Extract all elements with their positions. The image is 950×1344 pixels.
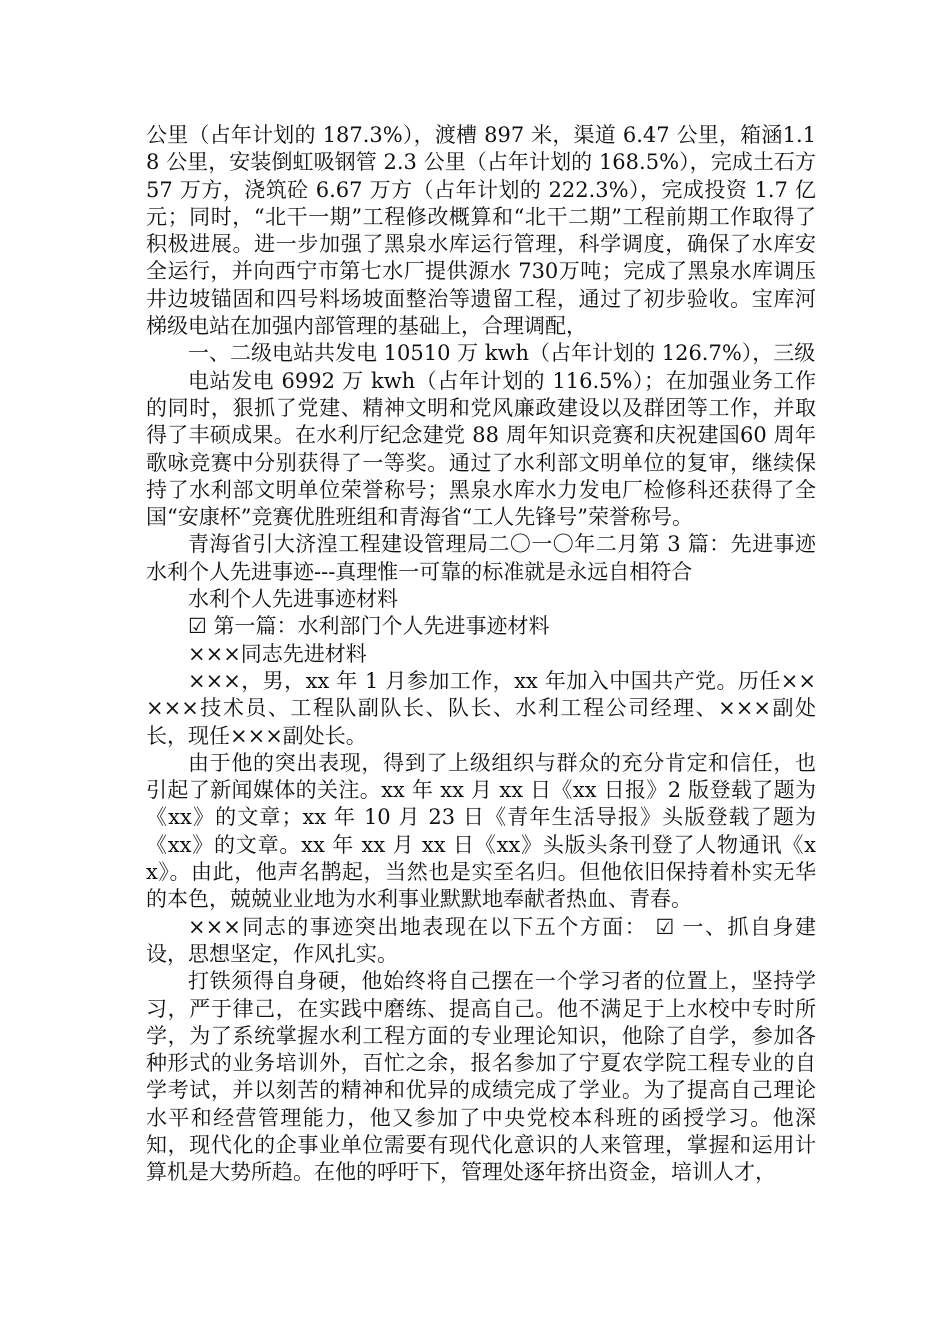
paragraph-personal-profile: ×××，男，xx 年 1 月参加工作，xx 年加入中国共产党。历任×××××技术员、工程队副队长、队长、水利工程公司经理、×××副处长，现任×××副处长。 — [146, 668, 816, 748]
paragraph-power-generation-first: 一、二级电站共发电 10510 万 kwh（占年计划的 126.7%），三级 — [188, 341, 816, 366]
document-page — [146, 122, 816, 1187]
section-title-first-article: ☑ 第一篇：水利部门个人先进事迹材料 — [188, 614, 550, 639]
section-title-comrade-materials: ×××同志先进材料 — [188, 641, 367, 666]
paragraph-media-recognition: 由于他的突出表现，得到了上级组织与群众的充分肯定和信任，也引起了新闻媒体的关注。xx 年 xx 月 xx 日《xx 日报》2 版登载了题为《xx》的文章；xx 年 10 月 23 日《青年生活导报》头版登载了题为《xx》的文章。xx 年 xx 月 xx 日《xx》头版头条刊登了人物通讯《xx》。由此，他声名鹊起，当然也是实至名归。但他依旧保持着朴实无华的本色，兢兢业业地为水利事业默默地奉献者热血、青春。 — [146, 750, 816, 912]
paragraph-power-generation-achievements: 电站发电 6992 万 kwh（占年计划的 116.5%）；在加强业务工作的同时，狠抓了党建、精神文明和党风廉政建设以及群团等工作，并取得了丰硕成果。在水利厅纪念建党 88 周年知识竞赛和庆祝建国60 周年歌咏竞赛中分别获得了一等奖。通过了水利部文明单位的复审，继续保持了水利部文明单位荣誉称号；黑泉水库水力发电厂检修科还获得了全国“安康杯”竞赛优胜班组和青海省“工人先锋号”荣誉称号。 — [146, 368, 816, 530]
paragraph-self-study: 打铁须得自身硬，他始终将自己摆在一个学习者的位置上，坚持学习，严于律己，在实践中磨练、提高自己。他不满足于上水校中专时所学，为了系统掌握水利工程方面的专业理论知识，他除了自学，参加各种形式的业务培训外，百忙之余，报名参加了宁夏农学院工程专业的自学考试，并以刻苦的精神和优异的成绩完成了学业。为了提高自己理论水平和经营管理能力，他又参加了中央党校本科班的函授学习。他深知，现代化的企事业单位需要有现代化意识的人来管理，掌握和运用计算机是大势所趋。在他的呼吁下，管理处逐年挤出资金，培训人才， — [146, 969, 816, 1185]
paragraph-signature-and-next-article: 青海省引大济湟工程建设管理局二〇一〇年二月第 3 篇：先进事迹水利个人先进事迹---真理惟一可靠的标准就是永远自相符合 — [146, 532, 816, 584]
section-title-materials: 水利个人先进事迹材料 — [188, 587, 398, 612]
paragraph-project-progress: 公里（占年计划的 187.3%），渡槽 897 米，渠道 6.47 公里，箱涵1.18 公里，安装倒虹吸钢管 2.3 公里（占年计划的 168.5%），完成土石方 57 万方，浇筑砼 6.67 万方（占年计划的 222.3%），完成投资 1.7 亿元；同时，“北干一期”工程修改概算和“北干二期”工程前期工作取得了积极进展。进一步加强了黑泉水库运行管理，科学调度，确保了水库安全运行，并向西宁市第七水厂提供源水 730万吨；完成了黑泉水库调压井边坡锚固和四号料场坡面整治等遗留工程，通过了初步验收。宝库河梯级电站在加强内部管理的基础上，合理调配， — [146, 123, 816, 339]
paragraph-five-aspects: ×××同志的事迹突出地表现在以下五个方面： ☑ 一、抓自身建设，思想坚定，作风扎实。 — [146, 914, 816, 966]
